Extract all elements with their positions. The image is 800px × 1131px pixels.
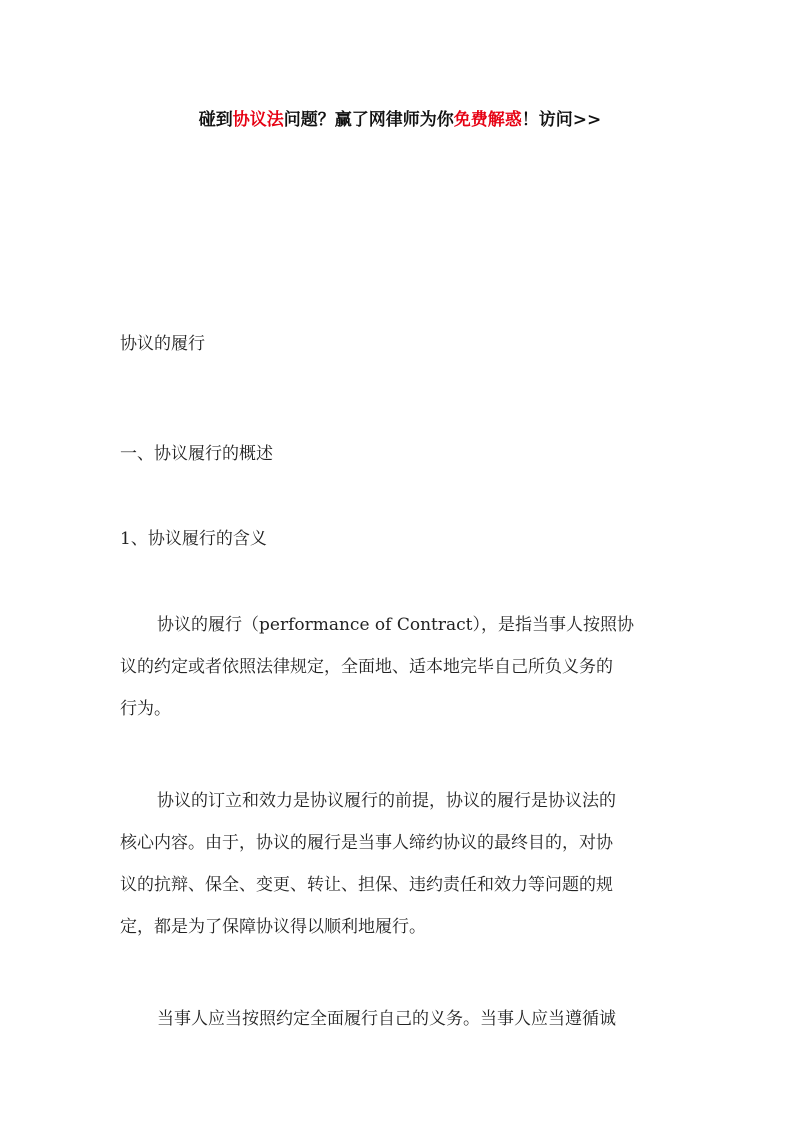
banner-text-1: 碰到 — [198, 110, 233, 130]
paragraph-line: 核心内容。由于，协议的履行是当事人缔约协议的最终目的，对协 — [120, 833, 613, 853]
paragraph-line: 协议的履行（performance of Contract），是指当事人按照协 — [157, 615, 634, 635]
paragraph-line: 议的约定或者依照法律规定，全面地、适本地完毕自己所负义务的 — [120, 657, 613, 677]
paragraph-line: 定，都是为了保障协议得以顺利地履行。 — [120, 917, 426, 937]
paragraph-obligations — [120, 998, 680, 1040]
paragraph-line: 协议的订立和效力是协议履行的前提，协议的履行是协议法的 — [157, 791, 616, 811]
promo-banner — [0, 106, 800, 134]
banner-highlight-free: 免费解惑 — [453, 110, 522, 130]
paragraph-line: 议的抗辩、保全、变更、转让、担保、违约责任和效力等问题的规 — [120, 875, 613, 895]
paragraph-definition — [120, 604, 680, 730]
banner-visit-link[interactable]: 访问>> — [538, 110, 602, 130]
paragraph-line: 行为。 — [120, 699, 171, 719]
subsection-heading: 1、协议履行的含义 — [120, 529, 267, 549]
section-heading: 一、协议履行的概述 — [120, 444, 273, 464]
paragraph-core-content — [120, 780, 680, 948]
paragraph-line: 当事人应当按照约定全面履行自己的义务。当事人应当遵循诚 — [157, 1009, 616, 1029]
document-title: 协议的履行 — [120, 334, 205, 354]
banner-highlight-topic: 协议法 — [232, 110, 284, 130]
banner-text-3: ！ — [521, 110, 539, 130]
banner-text-2: 问题？赢了网律师为你 — [283, 110, 454, 130]
